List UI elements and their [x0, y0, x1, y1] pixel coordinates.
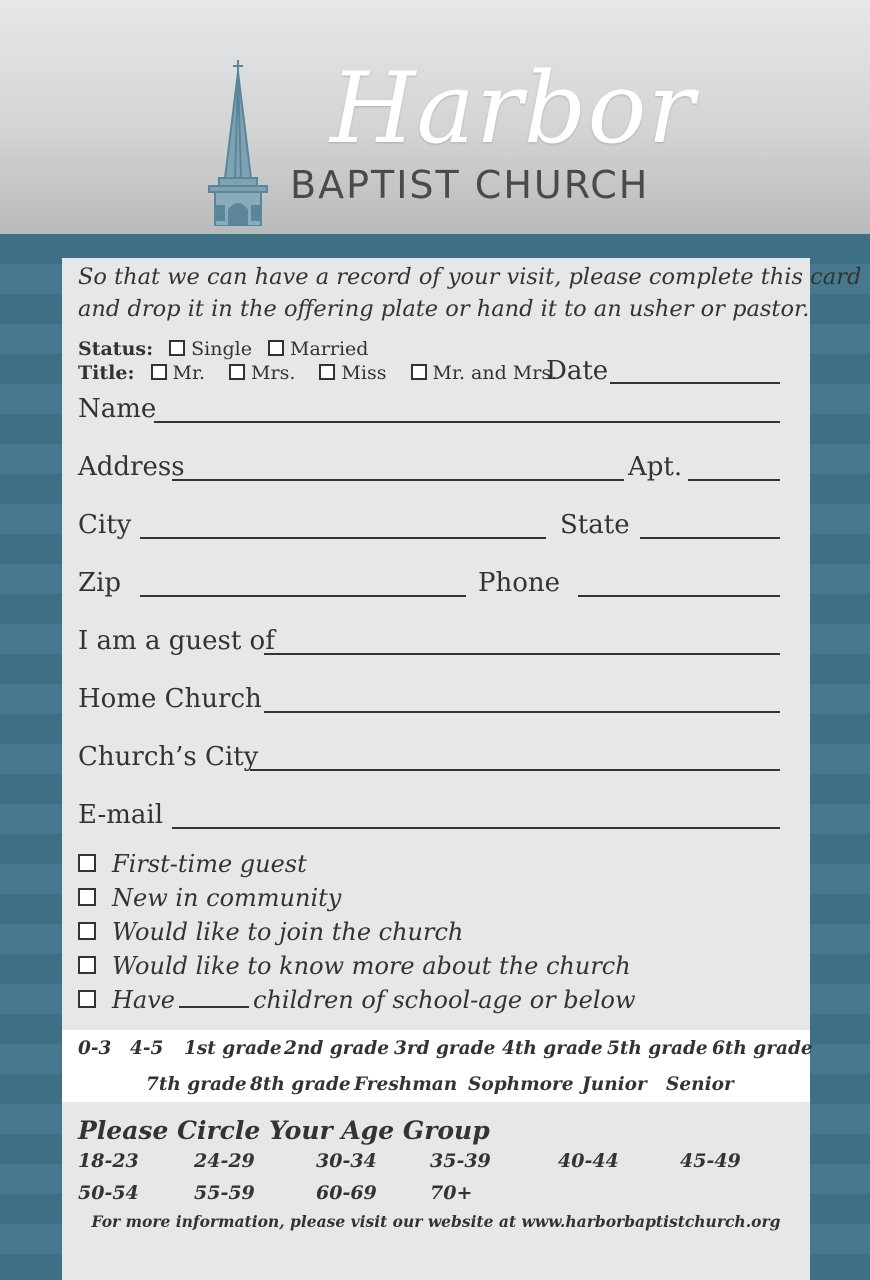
checkbox-icon[interactable] — [78, 956, 96, 974]
grade-option[interactable]: 3rd grade — [394, 1038, 496, 1059]
grade-option[interactable]: Sophmore — [468, 1074, 574, 1095]
title-option-miss: Miss — [341, 362, 387, 384]
age-option[interactable]: 35-39 — [430, 1150, 491, 1172]
website-footer: For more information, please visit our website at www.harborbaptistchurch.org — [91, 1212, 781, 1231]
checkbox-married[interactable] — [268, 340, 284, 356]
churchs-city-label: Church’s City — [78, 742, 259, 772]
check-children[interactable]: Have children of school-age or below — [78, 988, 636, 1012]
age-option[interactable]: 45-49 — [680, 1150, 741, 1172]
status-option-single: Single — [191, 338, 252, 360]
email-label: E-mail — [78, 800, 164, 830]
phone-line[interactable] — [578, 595, 780, 597]
name-label: Name — [78, 394, 157, 424]
churchs-city-line[interactable] — [250, 769, 780, 771]
checkbox-icon[interactable] — [78, 922, 96, 940]
intro-line-1: So that we can have a record of your visit, please complete this card — [78, 264, 862, 290]
title-option-mr: Mr. — [172, 362, 205, 384]
date-label: Date — [546, 356, 609, 386]
grade-option[interactable]: Freshman — [354, 1074, 458, 1095]
date-line[interactable] — [610, 382, 780, 384]
checkbox-miss[interactable] — [319, 364, 335, 380]
home-church-label: Home Church — [78, 684, 262, 714]
age-option[interactable]: 24-29 — [194, 1150, 255, 1172]
checkbox-icon[interactable] — [78, 888, 96, 906]
age-option[interactable]: 30-34 — [316, 1150, 377, 1172]
status-row — [78, 338, 368, 360]
grade-option[interactable]: 2nd grade — [284, 1038, 390, 1059]
grade-option[interactable]: Senior — [666, 1074, 734, 1095]
grade-option[interactable]: 6th grade — [712, 1038, 813, 1059]
zip-label: Zip — [78, 568, 122, 598]
status-option-married: Married — [290, 338, 369, 360]
state-label: State — [560, 510, 630, 540]
title-option-mr-and-mrs: Mr. and Mrs. — [432, 362, 558, 384]
check-join-church[interactable]: Would like to join the church — [78, 920, 463, 944]
header-banner — [0, 0, 870, 234]
check-know-more[interactable]: Would like to know more about the church — [78, 954, 631, 978]
address-line[interactable] — [172, 479, 624, 481]
grade-option[interactable]: 4th grade — [502, 1038, 603, 1059]
checkbox-mr[interactable] — [151, 364, 167, 380]
checkbox-icon[interactable] — [78, 990, 96, 1008]
status-label: Status: — [78, 338, 154, 360]
age-option[interactable]: 50-54 — [78, 1182, 139, 1204]
title-row — [78, 362, 557, 384]
checkbox-mr-and-mrs[interactable] — [411, 364, 427, 380]
grade-option[interactable]: 0-3 — [78, 1038, 112, 1059]
grade-option[interactable]: Junior — [582, 1074, 647, 1095]
church-name: BAPTIST CHURCH — [290, 163, 650, 207]
age-option[interactable]: 18-23 — [78, 1150, 139, 1172]
city-label: City — [78, 510, 132, 540]
name-line[interactable] — [154, 421, 780, 423]
grade-band — [62, 1030, 813, 1102]
title-option-mrs: Mrs. — [251, 362, 296, 384]
check-new-in-community[interactable]: New in community — [78, 886, 341, 910]
church-script-title: Harbor — [330, 52, 696, 166]
guest-of-line[interactable] — [264, 653, 780, 655]
age-option[interactable]: 70+ — [430, 1182, 473, 1204]
visitor-card — [62, 258, 862, 1280]
check-first-time-guest[interactable]: First-time guest — [78, 852, 307, 876]
grade-option[interactable]: 8th grade — [250, 1074, 351, 1095]
age-group-heading: Please Circle Your Age Group — [78, 1116, 490, 1145]
zip-line[interactable] — [140, 595, 466, 597]
checkbox-mrs[interactable] — [229, 364, 245, 380]
grade-option[interactable]: 5th grade — [607, 1038, 708, 1059]
apt-label: Apt. — [628, 452, 683, 482]
home-church-line[interactable] — [264, 711, 780, 713]
title-label: Title: — [78, 362, 135, 384]
guest-of-label: I am a guest of — [78, 626, 275, 656]
grade-option[interactable]: 4-5 — [130, 1038, 164, 1059]
steeple-icon — [205, 60, 271, 226]
grade-option[interactable]: 7th grade — [146, 1074, 247, 1095]
apt-line[interactable] — [688, 479, 780, 481]
grade-option[interactable]: 1st grade — [184, 1038, 282, 1059]
state-line[interactable] — [640, 537, 780, 539]
age-option[interactable]: 55-59 — [194, 1182, 255, 1204]
checkbox-icon[interactable] — [78, 854, 96, 872]
age-option[interactable]: 60-69 — [316, 1182, 377, 1204]
intro-line-2: and drop it in the offering plate or hand it to an usher or pastor. — [78, 296, 810, 322]
email-line[interactable] — [172, 827, 780, 829]
phone-label: Phone — [478, 568, 561, 598]
age-option[interactable]: 40-44 — [558, 1150, 619, 1172]
children-count-blank[interactable] — [179, 1006, 249, 1008]
address-label: Address — [78, 452, 185, 482]
checkbox-single[interactable] — [169, 340, 185, 356]
city-line[interactable] — [140, 537, 546, 539]
